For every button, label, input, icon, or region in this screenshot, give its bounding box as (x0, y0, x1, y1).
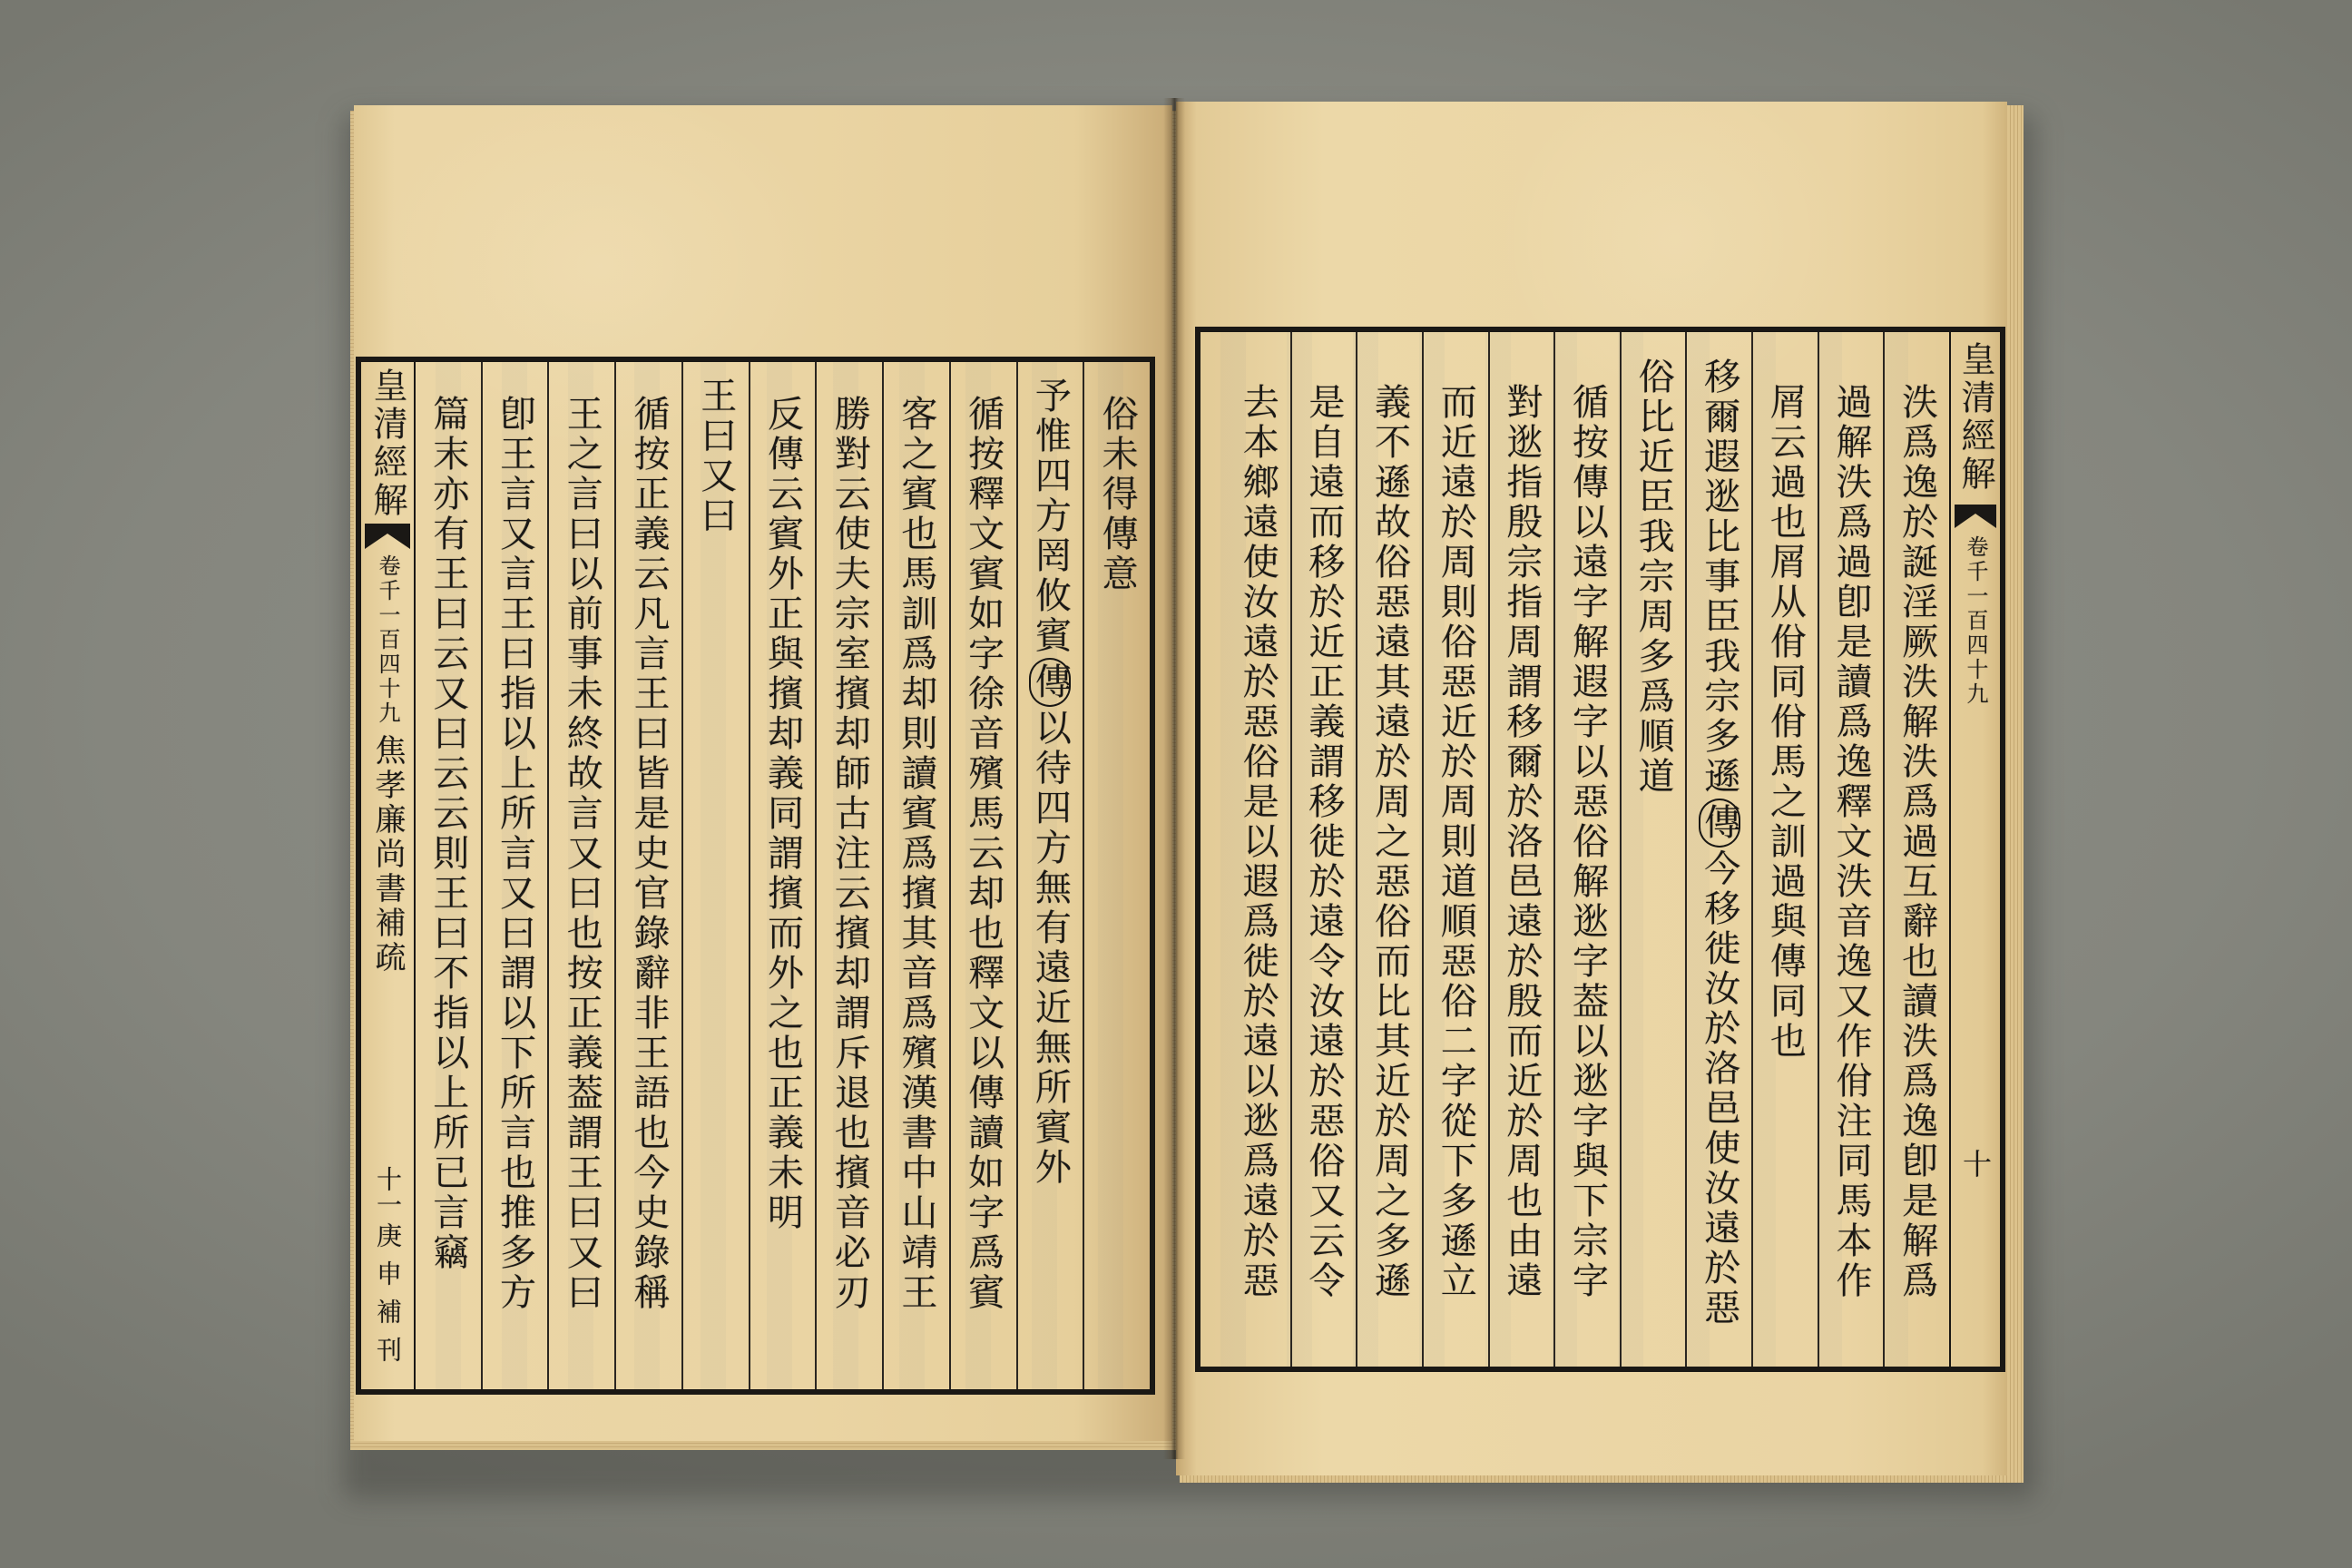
text-column (1083, 362, 1150, 1389)
text-column (1290, 332, 1357, 1367)
text-column (749, 362, 816, 1389)
text-run: 俗未得傳意 (1096, 395, 1139, 594)
volume-number: 卷千一百四十九 (375, 554, 400, 726)
text-run: 義不遜故俗惡遠其遠於周之惡俗而比其近於周之多遜 (1368, 383, 1411, 1301)
text-column (547, 362, 614, 1389)
left-page-center-column (361, 362, 416, 1389)
text-run: 屑云過也屑从佾同佾馬之訓過與傳同也 (1764, 383, 1807, 1062)
text-column (1818, 332, 1884, 1367)
column-text (428, 395, 468, 1273)
fish-tail-icon (1955, 505, 1996, 528)
right-page-text-columns (1200, 332, 1949, 1367)
work-title: 焦孝廉尚書補疏 (369, 734, 406, 975)
text-column (1016, 362, 1083, 1389)
left-page-print-frame (356, 357, 1155, 1395)
text-run: 對逖指殷宗指周謂移爾於洛邑遠於殷而近於周也由遠 (1500, 383, 1543, 1301)
text-run: 去本鄉遠使汝遠於惡俗是以遐爲徙於遠以逖爲遠於惡 (1237, 383, 1279, 1301)
book-gutter-shadow (1163, 98, 1185, 1459)
right-page-center-column (1949, 332, 2000, 1367)
column-text (696, 377, 736, 536)
text-run: 是自遠而移於近正義謂移徙於遠令汝遠於惡俗又云令 (1302, 383, 1345, 1301)
text-run: 今移徙汝於洛邑使汝遠於惡 (1698, 849, 1740, 1328)
text-run: 卽王言又言王曰指以上所言又曰謂以下所言也推多方 (494, 395, 536, 1313)
column-text (1633, 358, 1673, 797)
text-column (949, 362, 1016, 1389)
left-page-text-columns (416, 362, 1150, 1389)
circled-commentary-marker: 傳 (1699, 799, 1740, 848)
text-run: 循按釋文賓如字徐音殯馬云却也釋文以傳讀如字爲賓 (962, 395, 1004, 1313)
right-page-print-frame (1195, 327, 2005, 1372)
text-column (1620, 332, 1686, 1367)
text-run: 而近遠於周則俗惡近於周則道順惡俗二字從下多遜立 (1435, 383, 1477, 1301)
text-column (1356, 332, 1422, 1367)
text-column (1685, 332, 1751, 1367)
text-column (1488, 332, 1554, 1367)
text-column (1751, 332, 1818, 1367)
column-text (1238, 383, 1278, 1301)
text-run: 泆爲逸於誕淫厥泆解泆爲過互辭也讀泆爲逸卽是解爲 (1896, 383, 1938, 1301)
column-text (1831, 383, 1871, 1301)
book-title: 皇清經解 (1955, 341, 1995, 494)
column-text (829, 395, 869, 1313)
column-text (1567, 383, 1607, 1301)
text-run: 勝對云使夫宗室擯却師古注云擯却謂斥退也擯音必刃 (828, 395, 871, 1313)
text-run: 以待四方無有遠近無所賓外 (1029, 709, 1072, 1188)
text-column (416, 362, 481, 1389)
column-text (1029, 377, 1071, 1188)
text-column (681, 362, 749, 1389)
text-run: 移爾遐逖比事臣我宗多遜 (1698, 358, 1740, 797)
column-text (562, 395, 602, 1313)
column-text (1502, 383, 1542, 1301)
text-column (1553, 332, 1620, 1367)
text-column (1226, 332, 1290, 1367)
circled-commentary-marker: 傳 (1029, 658, 1071, 707)
column-text (762, 395, 802, 1233)
column-text (495, 395, 535, 1313)
fish-tail-shape (365, 524, 410, 549)
fish-tail-icon (365, 524, 410, 549)
column-text (1097, 395, 1137, 594)
fish-tail-shape (1955, 505, 1996, 528)
page-number: 十 (1958, 1149, 1993, 1178)
text-column (815, 362, 882, 1389)
page-number: 十一 (373, 1166, 403, 1217)
volume-number: 卷千一百四十九 (1963, 535, 1988, 707)
column-text (964, 395, 1004, 1313)
text-run: 王曰又曰 (694, 377, 737, 536)
column-text (1304, 383, 1344, 1301)
column-text (1897, 383, 1937, 1301)
text-run: 篇末亦有王曰云又曰云云則王曰不指以上所已言竊 (426, 395, 469, 1273)
left-page (354, 105, 1172, 1441)
text-run: 客之賓也馬訓爲却則讀賓爲擯其音爲殯漢書中山靖王 (895, 395, 937, 1313)
column-text (1436, 383, 1475, 1301)
column-text (1765, 383, 1805, 1062)
book-title: 皇清經解 (368, 368, 407, 520)
right-page (1176, 102, 2007, 1475)
column-text (1370, 383, 1410, 1301)
text-column (481, 362, 548, 1389)
column-text (897, 395, 936, 1313)
text-run: 循按傳以遠字解遐字以惡俗解逖字葢以逖字與下宗字 (1566, 383, 1609, 1301)
text-column (1422, 332, 1488, 1367)
text-run: 俗比近臣我宗周多爲順道 (1632, 358, 1675, 797)
text-column (1883, 332, 1949, 1367)
text-run: 過解泆爲過卽是讀爲逸釋文泆音逸又作佾注同馬本作 (1830, 383, 1873, 1301)
text-column (882, 362, 949, 1389)
column-text (629, 395, 669, 1313)
text-run: 予惟四方罔攸賓 (1029, 377, 1072, 656)
text-run: 王之言曰以前事未終故言又曰也按正義葢謂王曰又曰 (561, 395, 603, 1313)
column-text (1699, 358, 1740, 1328)
text-column (614, 362, 681, 1389)
text-run: 反傳云賓外正與擯却義同謂擯而外之也正義未明 (761, 395, 804, 1233)
text-run: 循按正義云凡言王曰皆是史官錄辭非王語也今史錄稱 (627, 395, 670, 1313)
print-note: 庚申補刊 (373, 1222, 403, 1375)
